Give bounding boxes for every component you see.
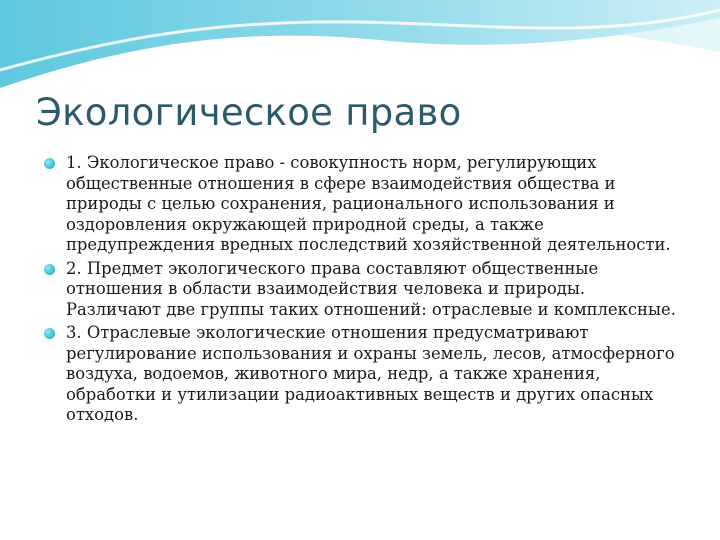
bullet-dot-icon xyxy=(44,158,55,169)
slide-title: Экологическое право xyxy=(36,91,462,134)
bullet-text: 2. Предмет экологического права составляют общественные отношения в области взаимодействия человека и природы. Различают две группы таких отношений: отраслевые и комплексные. xyxy=(66,258,676,319)
bullet-dot-icon xyxy=(44,264,55,275)
bullet-text: 1. Экологическое право - совокупность норм, регулирующих общественные отношения в сфере взаимодействия общества и природы с целью сохранения, рационального использования и оздоровления окружающей природной среды, а также предупреждения вредных последствий хозяйственной деятельности. xyxy=(66,153,671,254)
bullet-list xyxy=(44,153,684,429)
bullet-item xyxy=(44,153,684,256)
bullet-dot-icon xyxy=(44,328,55,339)
bullet-text: 3. Отраслевые экологические отношения предусматривают регулирование использования и охраны земель, лесов, атмосферного воздуха, водоемов, животного мира, недр, а также хранения, обработки и утилизации радиоактивных веществ и других опасных отходов. xyxy=(66,323,675,424)
bullet-item xyxy=(44,259,684,321)
header-wave-decoration xyxy=(0,0,720,90)
bullet-item xyxy=(44,323,684,426)
